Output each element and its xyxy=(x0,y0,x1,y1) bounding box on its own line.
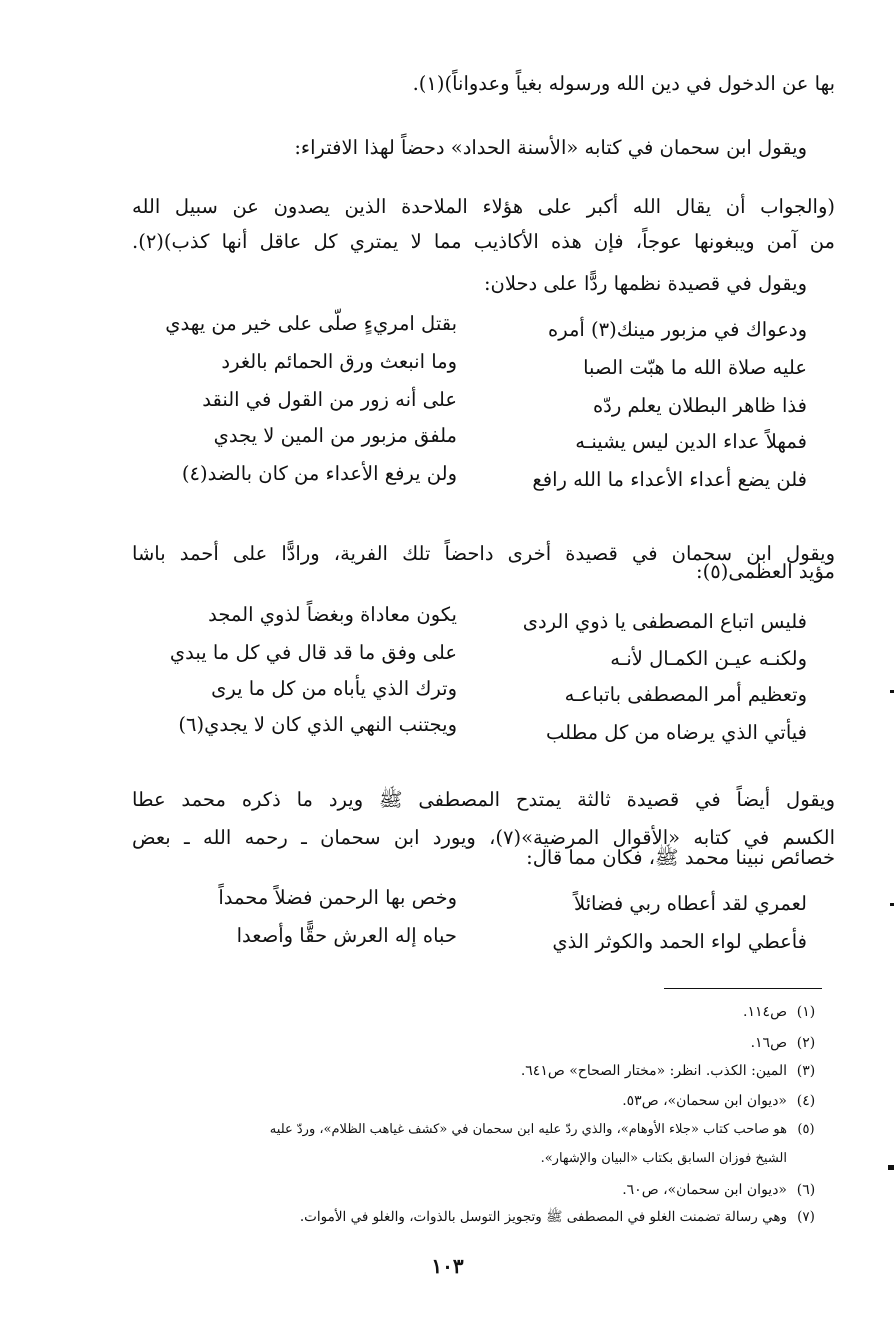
footnote-number: (٧) xyxy=(797,1209,815,1225)
verse-right: عليه صلاة الله ما هبّت الصبا xyxy=(583,356,807,379)
footnote-number: (٣) xyxy=(796,1063,816,1079)
body-line-6: ويقول ابن سحمان في قصيدة أخرى داحضاً تلك الفرية، ورادًّا على أحمد باشا xyxy=(132,541,835,565)
verse-right: ودعواك في مزبور مينك(٣) أمره xyxy=(548,318,807,341)
body-line-7: مؤيد العظمى(٥): xyxy=(696,560,835,583)
body-line-4: من آمن ويبغونها عوجاً، فإن هذه الأكاذيب مما لا يمتري كل عاقل أنها كذب)(٢). xyxy=(132,229,835,253)
footnote-text: «ديوان ابن سحمان»، ص٥٣. xyxy=(622,1093,787,1109)
verse-left: ويجتنب النهي الذي كان لا يجدي(٦) xyxy=(178,713,457,736)
footnote xyxy=(622,1182,825,1198)
footnote-number: (٦) xyxy=(796,1182,816,1198)
verse-right: ولكنـه عيـن الكمـال لأنـه xyxy=(610,647,807,670)
scan-mark xyxy=(888,1165,894,1170)
footnote-number: (١) xyxy=(796,1004,816,1020)
body-line-1: بها عن الدخول في دين الله ورسوله بغياً وعدواناً)(١). xyxy=(412,72,835,95)
verse-right: فلن يضع أعداء الأعداء ما الله رافع xyxy=(532,468,807,491)
footnote-number: (٢) xyxy=(796,1035,816,1051)
footnote xyxy=(300,1208,825,1228)
footnote xyxy=(622,1093,825,1109)
footnote-text: وهي رسالة تضمنت الغلو في المصطفى ﷺ وتجويز التوسل بالذوات، والغلو في الأموات. xyxy=(299,1209,787,1225)
verse-right: وتعظيم أمر المصطفى باتباعـه xyxy=(564,683,807,706)
body-line-2: ويقول ابن سحمان في كتابه «الأسنة الحداد» دحضاً لهذا الافتراء: xyxy=(294,136,807,159)
body-line-5: ويقول في قصيدة نظمها ردًّا على دحلان: xyxy=(483,272,807,295)
footnote-number: (٤) xyxy=(796,1093,816,1109)
footnote xyxy=(270,1122,825,1137)
page-number: ١٠٣ xyxy=(431,1254,464,1278)
body-line-10: خصائص نبينا محمد ﷺ، فكان مما قال: xyxy=(526,846,835,869)
body-line-8: ويقول أيضاً في قصيدة ثالثة يمتدح المصطفى ﷺ ويرد ما ذكره محمد عطا xyxy=(132,787,835,811)
footnote-text: ص١٦. xyxy=(750,1035,787,1051)
verse-left: ملفق مزبور من المين لا يجدي xyxy=(213,424,457,447)
footnote-text: المين: الكذب. انظر: «مختار الصحاح» ص٦٤١. xyxy=(520,1063,787,1079)
scan-mark xyxy=(890,690,894,693)
footnote-text: «ديوان ابن سحمان»، ص٦٠. xyxy=(622,1182,787,1198)
footnote-text: ص١١٤. xyxy=(743,1004,787,1020)
body-line-9: الكسم في كتابه «الأقوال المرضية»(٧)، ويورد ابن سحمان ـ رحمه الله ـ بعض xyxy=(132,825,836,849)
verse-left: وخص بها الرحمن فضلاً محمداً xyxy=(218,886,457,909)
verse-right: فيأتي الذي يرضاه من كل مطلب xyxy=(546,721,807,744)
verse-left: بقتل امريءٍ صلّى على خير من يهدي xyxy=(165,312,457,335)
verse-right: لعمري لقد أعطاه ربي فضائلاً xyxy=(573,892,807,915)
verse-left: وترك الذي يأباه من كل ما يرى xyxy=(211,677,457,700)
footnote-text: هو صاحب كتاب «جلاء الأوهام»، والذي ردّ عليه ابن سحمان في «كشف غياهب الظلام»، وردّ عليه xyxy=(269,1122,787,1137)
verse-right: فمهلاً عداء الدين ليس يشينـه xyxy=(575,430,807,453)
verse-right: فليس اتباع المصطفى يا ذوي الردى xyxy=(522,610,807,633)
footnote xyxy=(743,1004,825,1020)
footnote-text: الشيخ فوزان السابق بكتاب «البيان والإشهار». xyxy=(540,1151,787,1166)
verse-left: حباه إله العرش حقًّا وأصعدا xyxy=(236,924,457,947)
footnote xyxy=(751,1035,825,1051)
verse-left: ولن يرفع الأعداء من كان بالضد(٤) xyxy=(181,462,457,485)
footnote xyxy=(541,1151,825,1166)
verse-right: فذا ظاهر البطلان يعلم ردّه xyxy=(592,394,807,417)
verse-left: يكون معاداة وبغضاً لذوي المجد xyxy=(208,603,457,626)
body-line-3: (والجواب أن يقال الله أكبر على هؤلاء الملاحدة الذين يصدون عن سبيل الله xyxy=(132,194,835,218)
footnote xyxy=(521,1063,825,1079)
footnote-number: (٥) xyxy=(797,1122,815,1137)
verse-left: على وفق ما قد قال في كل ما يبدي xyxy=(169,641,457,664)
verse-right: فأعطي لواء الحمد والكوثر الذي xyxy=(552,930,807,953)
scan-mark xyxy=(890,903,894,906)
verse-left: وما انبعث ورق الحمائم بالغرد xyxy=(221,350,457,373)
footnote-separator xyxy=(664,988,822,989)
verse-left: على أنه زور من القول في النقد xyxy=(202,388,457,411)
